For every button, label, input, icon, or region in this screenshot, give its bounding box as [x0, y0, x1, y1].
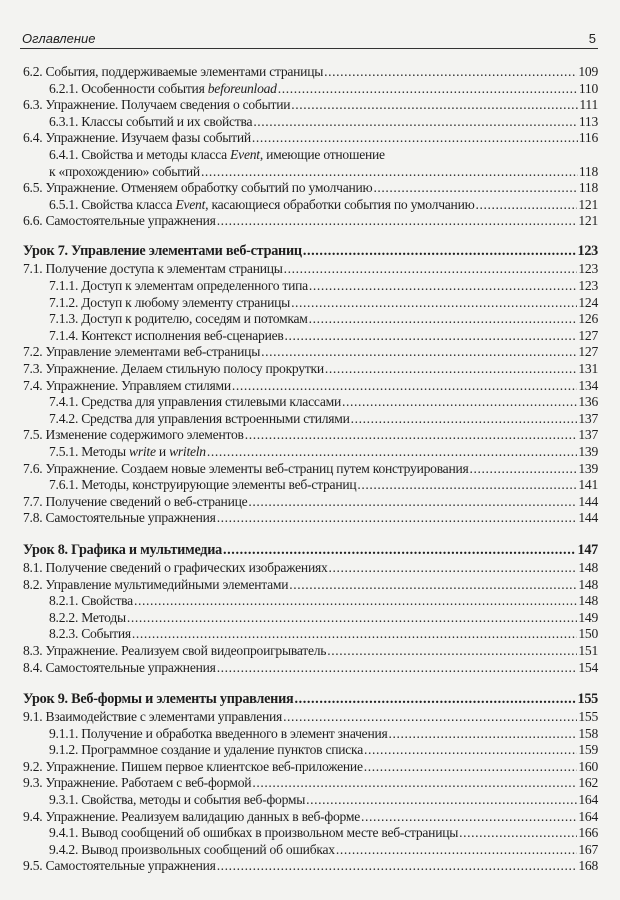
toc-entry[interactable]	[23, 577, 598, 594]
toc-entry-page: 155	[577, 691, 598, 708]
toc-entry-number: 8.4.	[23, 659, 46, 675]
toc-entry[interactable]	[23, 809, 598, 826]
toc-entry-title-text: Доступ к элементам определенного типа	[81, 278, 308, 294]
toc-entry-title	[49, 278, 308, 295]
toc-entry-page: 121	[578, 196, 598, 212]
toc-chapter-entry[interactable]	[23, 690, 598, 709]
toc-entry-title-text: Упражнение. Пишем первое клиентское веб-приложение	[45, 758, 363, 774]
toc-entry-title	[49, 114, 252, 131]
toc-entry-number: 7.1.4.	[49, 327, 82, 343]
toc-entry-title	[23, 759, 363, 776]
toc-entry[interactable]	[23, 494, 598, 511]
toc-entry-number: 9.4.1.	[49, 825, 82, 841]
toc-entry-title	[23, 344, 260, 361]
toc-entry-title-text: Средства для управления стилевыми классами	[81, 394, 341, 410]
dot-leader	[283, 709, 577, 726]
toc-entry-title-italic: write	[129, 443, 156, 459]
toc-entry[interactable]	[23, 427, 598, 444]
toc-entry-title	[49, 147, 598, 164]
toc-entry-page: 123	[577, 243, 598, 260]
toc-entry-number: 6.6.	[23, 213, 46, 229]
toc-entry-title-text: Вывод произвольных сообщений об ошибках	[81, 841, 335, 857]
dot-leader	[294, 690, 576, 709]
toc-entry-number: 8.2.	[23, 576, 46, 592]
toc-entry-page: 150	[578, 626, 598, 642]
toc-entry-page: 136	[578, 394, 598, 410]
toc-entry[interactable]	[23, 792, 598, 809]
dot-leader	[232, 378, 577, 395]
toc-entry-number: 7.6.1.	[49, 477, 82, 493]
dot-leader	[351, 411, 578, 428]
toc-entry-title	[49, 825, 458, 842]
toc-entry-page: 121	[578, 213, 598, 229]
dot-leader	[373, 180, 577, 197]
dot-leader	[217, 213, 578, 230]
toc-entry-title	[23, 560, 328, 577]
dot-leader	[309, 311, 578, 328]
toc-entry-title-text: Свойства класса	[81, 196, 176, 212]
toc-entry-page: 139	[578, 443, 598, 459]
toc-entry-title	[49, 593, 133, 610]
toc-entry-number: 7.6.	[23, 460, 46, 476]
toc-entry-page: 111	[579, 97, 598, 113]
toc-entry-page: 118	[578, 163, 598, 179]
toc-entry-title-text: Получение и обработка введенного в элемент значения	[81, 725, 388, 741]
toc-entry-title-text: Упражнение. Реализуем валидацию данных в веб-форме	[45, 808, 360, 824]
toc-entry-title-text: Изменение содержимого элементов	[45, 427, 244, 443]
toc-entry-page: 160	[578, 758, 598, 774]
toc-entry-title	[49, 477, 356, 494]
toc-entry[interactable]	[23, 197, 598, 214]
toc-entry-title-text: Управление элементами веб-страниц	[71, 243, 302, 260]
dot-leader	[201, 164, 578, 181]
toc-entry-title-text: Средства для управления встроенными стилями	[81, 410, 350, 426]
dot-leader	[324, 64, 577, 81]
toc-entry[interactable]	[23, 593, 598, 610]
toc-entry[interactable]	[23, 626, 598, 643]
dot-leader	[248, 494, 577, 511]
toc-chapter-entry[interactable]	[23, 242, 598, 261]
toc-entry[interactable]	[23, 842, 598, 859]
toc-entry[interactable]	[23, 81, 598, 98]
dot-leader	[132, 626, 577, 643]
toc-entry-title-text: Методы	[81, 609, 126, 625]
toc-entry[interactable]	[23, 510, 598, 527]
toc-entry-title	[49, 626, 131, 643]
toc-entry[interactable]	[23, 643, 598, 660]
toc-entry-number: 9.1.1.	[49, 725, 82, 741]
toc-entry-number: 6.5.	[23, 180, 46, 196]
toc-entry-number: Урок 8.	[23, 541, 72, 558]
toc-entry-page: 137	[578, 427, 598, 443]
toc-entry-title-text: Программное создание и удаление пунктов списка	[81, 742, 363, 758]
toc-entry-title-text: Доступ к родителю, соседям и потомкам	[81, 311, 308, 327]
toc-entry-page: 127	[578, 344, 598, 360]
dot-leader	[364, 742, 577, 759]
dot-leader	[303, 242, 577, 261]
toc-entry-title-text: Свойства	[81, 593, 133, 609]
toc-entry[interactable]	[23, 858, 598, 875]
toc-entry-number: 8.1.	[23, 559, 46, 575]
toc-entry[interactable]	[23, 411, 598, 428]
toc-entry-number: 8.2.3.	[49, 626, 82, 642]
toc-entry-number: 6.3.1.	[49, 113, 82, 129]
toc-entry[interactable]	[23, 709, 598, 726]
dot-leader	[470, 461, 578, 478]
dot-leader	[289, 577, 577, 594]
toc-entry-number: 9.2.	[23, 758, 46, 774]
toc-entry-title-italic: Event	[230, 146, 260, 162]
toc-entry-title	[23, 461, 469, 478]
toc-entry-number: 7.7.	[23, 493, 46, 509]
toc-entry[interactable]	[23, 775, 598, 792]
toc-entry-title-text: Упражнение. Управляем стилями	[45, 377, 231, 393]
dot-leader	[357, 477, 577, 494]
toc-entry-title	[23, 809, 360, 826]
toc-entry-number: 6.2.	[23, 64, 46, 79]
toc-entry-page: 123	[578, 278, 598, 294]
toc-entry-title-text: , касающиеся обработки события по умолчанию	[205, 196, 475, 212]
toc-entry[interactable]	[23, 394, 598, 411]
toc-entry[interactable]	[23, 213, 598, 230]
toc-entry-page: 126	[578, 311, 598, 327]
toc-entry-title-text: Веб-формы и элементы управления	[71, 691, 294, 708]
toc-entry-page: 164	[578, 792, 598, 808]
toc-entry-title-text: Упражнение. Делаем стильную полосу прокрутки	[45, 361, 324, 376]
toc-entry-title	[49, 411, 350, 428]
toc-entry-title	[23, 775, 251, 792]
dot-leader	[253, 114, 578, 131]
toc-entry-title	[23, 213, 216, 230]
toc-entry[interactable]	[23, 64, 598, 81]
dot-leader	[306, 792, 577, 809]
dot-leader	[285, 328, 578, 345]
toc-entry-title-text: Управление мультимедийными элементами	[45, 576, 289, 592]
toc-entry-number: 7.5.	[23, 427, 46, 443]
toc-entry-title-text: Упражнение. Получаем сведения о событии	[45, 97, 291, 113]
dot-leader	[217, 510, 578, 527]
toc-entry-title	[49, 842, 335, 859]
toc-entry[interactable]	[23, 130, 598, 147]
toc-entry-title-text: Упражнение. Отменяем обработку событий по умолчанию	[45, 180, 373, 196]
dot-leader	[217, 660, 578, 677]
toc-entry-number: 9.3.1.	[49, 792, 82, 808]
toc-entry-title-text: Самостоятельные упражнения	[45, 510, 216, 526]
running-header-title: Оглавление	[22, 31, 96, 46]
toc-entry-page: 139	[578, 460, 598, 476]
toc-entry-title-text: Упражнение. Создаем новые элементы веб-страниц путем конструирования	[45, 460, 469, 476]
toc-entry-number: Урок 7.	[23, 243, 72, 260]
toc-entry-title	[49, 792, 305, 809]
toc-entry-number: 6.2.1.	[49, 80, 82, 96]
toc-entry-title-text: Методы, конструирующие элементы веб-страниц	[81, 477, 357, 493]
toc-entry[interactable]	[23, 97, 598, 114]
toc-entry-number: 7.4.1.	[49, 394, 82, 410]
toc-entry-page: 137	[578, 410, 598, 426]
toc-entry-number: 8.2.2.	[49, 609, 82, 625]
toc-entry-title	[49, 394, 341, 411]
toc-entry-title	[23, 541, 222, 560]
toc-entry-page: 148	[578, 576, 598, 592]
toc-entry-page: 166	[578, 825, 598, 841]
dot-leader	[459, 825, 577, 842]
toc-entry[interactable]	[23, 344, 598, 361]
toc-entry-page: 134	[578, 377, 598, 393]
toc-entry[interactable]	[23, 444, 598, 461]
toc-entry-title-text: , имеющие отношение	[259, 146, 385, 162]
toc-entry-number: 7.1.2.	[49, 294, 82, 310]
toc-entry-page: 149	[578, 609, 598, 625]
toc-entry-page: 148	[578, 593, 598, 609]
dot-leader	[134, 593, 577, 610]
toc-entry[interactable]	[23, 825, 598, 842]
toc-entry-page: 113	[578, 113, 598, 129]
dot-leader	[284, 261, 578, 278]
toc-entry-number: Урок 9.	[23, 691, 72, 708]
toc-entry-page: 168	[578, 858, 598, 874]
toc-entry-page: 110	[578, 80, 598, 96]
toc-entry-title	[23, 64, 323, 81]
toc-entry-number: 6.4.1.	[49, 146, 82, 162]
dot-leader	[291, 295, 577, 312]
dot-leader	[389, 726, 578, 743]
toc-entry-title-text: Доступ к любому элементу страницы	[81, 294, 291, 310]
toc-entry-page: 123	[578, 261, 598, 277]
toc-entry-number: 6.4.	[23, 130, 46, 146]
dot-leader	[309, 278, 577, 295]
toc-entry-page: 148	[578, 559, 598, 575]
toc-entry-page: 147	[577, 541, 598, 558]
toc-entry[interactable]	[23, 361, 598, 378]
toc-entry-number: 7.3.	[23, 361, 46, 376]
toc-entry-title	[23, 427, 244, 444]
toc-entry-title-text: Самостоятельные упражнения	[45, 213, 216, 229]
toc-entry-title	[49, 295, 290, 312]
toc-entry-title-text: Методы	[81, 443, 130, 459]
toc-entry-number: 9.3.	[23, 775, 46, 791]
toc-entry-title-text: Получение сведений о веб-странице	[45, 493, 248, 509]
dot-leader	[127, 610, 577, 627]
dot-leader	[245, 427, 578, 444]
toc-entry-number: 8.3.	[23, 642, 46, 658]
toc-entry-page: 151	[578, 642, 598, 658]
toc-entry-title	[49, 742, 363, 759]
toc-entry-title	[49, 81, 277, 98]
toc-entry[interactable]	[23, 660, 598, 677]
toc-entry-page: 118	[578, 180, 598, 196]
toc-entry[interactable]	[23, 278, 598, 295]
dot-leader	[291, 97, 578, 114]
toc-entry[interactable]	[23, 742, 598, 759]
toc-entry-number: 9.1.2.	[49, 742, 82, 758]
toc-entry-title	[23, 858, 216, 875]
toc-entry-number: 7.1.1.	[49, 278, 82, 294]
toc-entry-title-text: Получение сведений о графических изображениях	[45, 559, 328, 575]
toc-entry[interactable]	[23, 114, 598, 131]
toc-entry-title	[23, 660, 216, 677]
toc-entry-page: 159	[578, 742, 598, 758]
toc-entry-title-text: Свойства, методы и события веб-формы	[81, 792, 306, 808]
toc-entry[interactable]	[23, 147, 598, 180]
toc-entry-title-italic: Event	[175, 196, 206, 212]
toc-entry-title-continuation: к «прохождению» событий	[49, 163, 200, 179]
toc-entry-title-text: Классы событий и их свойства	[81, 113, 253, 129]
toc-entry-page: 144	[578, 493, 598, 509]
toc-entry-title	[49, 610, 126, 627]
toc-entry-title	[23, 130, 251, 147]
dot-leader	[327, 643, 577, 660]
toc-entry[interactable]	[23, 311, 598, 328]
dot-leader	[207, 444, 578, 461]
toc-entry-number: 9.1.	[23, 709, 46, 725]
toc-entry-title-text: Упражнение. Работаем с веб-формой	[45, 775, 252, 791]
toc-entry-title-text: Управление элементами веб-страницы	[45, 344, 261, 360]
toc-entry-title-text: Особенности события	[81, 80, 208, 96]
toc-entry[interactable]	[23, 610, 598, 627]
toc-entry-title	[23, 577, 288, 594]
toc-entry-number: 9.4.2.	[49, 841, 82, 857]
toc-entry-page: 141	[578, 477, 598, 493]
dot-leader	[325, 361, 577, 378]
toc-entry-title	[49, 311, 308, 328]
toc-entry-title-text: Упражнение. Реализуем свой видеопроигрыватель	[45, 642, 327, 658]
toc-entry-page: 127	[578, 327, 598, 343]
toc-entry-continuation-line	[49, 164, 598, 181]
toc-entry-title-text: Самостоятельные упражнения	[45, 659, 216, 675]
toc-entry-number: 7.2.	[23, 344, 46, 360]
toc-entry[interactable]	[23, 726, 598, 743]
toc-entry-title	[23, 709, 282, 726]
dot-leader	[329, 560, 578, 577]
toc-entry-title-text: Получение доступа к элементам страницы	[45, 261, 283, 277]
toc-entry-number: 7.4.2.	[49, 410, 82, 426]
toc-entry-page: 116	[578, 130, 598, 146]
toc-entry-title-text: Самостоятельные упражнения	[45, 858, 216, 874]
toc-entry-number: 7.8.	[23, 510, 46, 526]
toc-entry-number: 6.5.1.	[49, 196, 82, 212]
dot-leader	[252, 130, 578, 147]
toc-entry-title	[49, 197, 475, 214]
toc-entry-number: 7.1.	[23, 261, 46, 277]
dot-leader	[261, 344, 577, 361]
toc-entry[interactable]	[23, 261, 598, 278]
toc-entry-title-italic: beforeunload	[207, 80, 277, 96]
toc-entry-title	[49, 328, 284, 345]
toc-entry-page: 154	[578, 659, 598, 675]
dot-leader	[476, 197, 578, 214]
toc-entry-title	[23, 261, 283, 278]
toc-entry-title	[23, 378, 231, 395]
toc-entry-title	[23, 690, 293, 709]
toc-entry-number: 9.5.	[23, 858, 46, 874]
dot-leader	[278, 81, 578, 98]
dot-leader	[217, 858, 578, 875]
dot-leader	[364, 759, 578, 776]
toc-entry-number: 7.5.1.	[49, 443, 82, 459]
toc-entry[interactable]	[23, 560, 598, 577]
toc-entry-title-text: Свойства и методы класса	[81, 146, 231, 162]
toc-entry-title-text: Вывод сообщений об ошибках в произвольном месте веб-страницы	[81, 825, 459, 841]
toc-entry-number: 7.4.	[23, 377, 46, 393]
toc-entry-number: 6.3.	[23, 97, 46, 113]
dot-leader	[342, 394, 577, 411]
toc-entry[interactable]	[23, 295, 598, 312]
toc-entry-title	[49, 726, 388, 743]
toc-entry[interactable]	[23, 378, 598, 395]
toc-entry-title-text: Контекст исполнения веб-сценариев	[81, 327, 284, 343]
toc-entry-title	[23, 510, 216, 527]
toc-chapter-entry[interactable]	[23, 541, 598, 560]
toc-entry[interactable]	[23, 759, 598, 776]
toc-entry-page: 164	[578, 808, 598, 824]
toc-entry-title	[23, 97, 290, 114]
toc-entry[interactable]	[23, 180, 598, 197]
toc-entry-page: 124	[578, 294, 598, 310]
toc-entry-page: 109	[578, 64, 598, 79]
toc-entry-page: 144	[578, 510, 598, 526]
toc-entry-title	[23, 242, 302, 261]
toc-entry-title-text: и	[155, 443, 170, 459]
toc-entry-title	[23, 494, 247, 511]
toc-entry-page: 162	[578, 775, 598, 791]
toc-entry[interactable]	[23, 328, 598, 345]
toc-entry-title-text: Графика и мультимедиа	[71, 541, 223, 558]
toc-entry-page: 131	[578, 361, 598, 376]
running-header	[20, 28, 598, 49]
toc-entry-title-text: События	[81, 626, 131, 642]
toc-entry-title-text: Упражнение. Изучаем фазы событий	[45, 130, 251, 146]
toc-entry-number: 7.1.3.	[49, 311, 82, 327]
dot-leader	[336, 842, 578, 859]
toc-entry-page: 167	[578, 841, 598, 857]
toc-entry-number: 8.2.1.	[49, 593, 82, 609]
toc-entry-page: 158	[578, 725, 598, 741]
toc-entry-title-text: Взаимодействие с элементами управления	[45, 709, 283, 725]
toc-entry[interactable]	[23, 461, 598, 478]
dot-leader	[252, 775, 577, 792]
toc-entry-title	[49, 444, 206, 461]
toc-entry-title-text: События, поддерживаемые элементами страницы	[45, 64, 324, 79]
toc-entry-page: 155	[578, 709, 598, 725]
toc-entry-title	[23, 643, 326, 660]
toc-entry-title-italic: writeln	[169, 443, 206, 459]
table-of-contents	[23, 64, 598, 875]
toc-entry-number: 9.4.	[23, 808, 46, 824]
toc-entry[interactable]	[23, 477, 598, 494]
dot-leader	[223, 541, 576, 560]
toc-entry-title	[23, 361, 324, 378]
page-number: 5	[588, 31, 596, 46]
dot-leader	[361, 809, 577, 826]
toc-entry-title	[23, 180, 372, 197]
